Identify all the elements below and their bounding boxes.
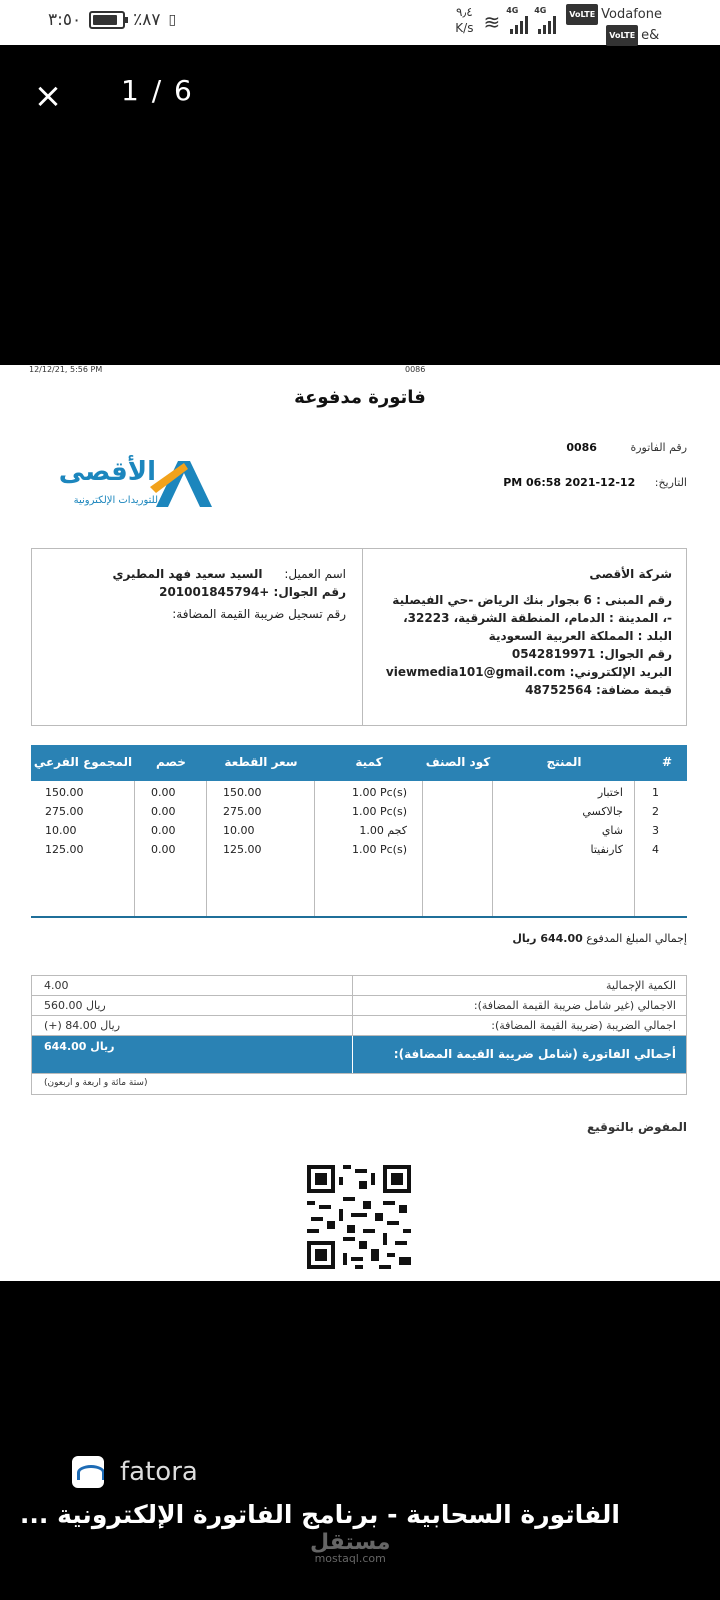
row-subtotal: 10.00 <box>45 824 77 837</box>
summary-net-value: 560.00 ريال <box>44 999 106 1012</box>
col-subtotal: المجموع الفرعي <box>33 755 133 769</box>
row-qty: 1.00 Pc(s) <box>352 786 407 799</box>
watermark <box>310 1530 390 1565</box>
row-unit-price: 275.00 <box>223 805 262 818</box>
row-discount: 0.00 <box>151 824 176 837</box>
row-subtotal: 125.00 <box>45 843 84 856</box>
col-divider <box>634 781 635 916</box>
clock: ٣:٥٠ <box>48 10 82 30</box>
seller-address-1: رقم المبنى : 6 بجوار بنك الرياض -حي الفيصلية <box>392 593 672 607</box>
buyer-info <box>46 565 346 623</box>
signal-icon-sim1 <box>506 6 528 34</box>
summary-qty-label: الكمية الإجمالية <box>606 979 676 992</box>
col-index: # <box>661 755 673 769</box>
row-index: 3 <box>652 824 659 837</box>
col-divider <box>134 781 135 916</box>
status-bar <box>0 0 720 45</box>
logo-name: الأقصى <box>58 457 156 487</box>
col-divider <box>422 781 423 916</box>
watermark-text: مستقل <box>310 1530 391 1555</box>
net-speed-unit: K/s <box>455 21 474 35</box>
seller-vat: قيمة مضافة: 48752564 <box>525 683 672 697</box>
col-divider <box>314 781 315 916</box>
page-counter: 1 / 6 <box>121 74 194 107</box>
summary-row-total <box>32 1036 686 1074</box>
buyer-vat-reg: رقم تسجيل ضريبة القيمة المضافة: <box>172 607 346 621</box>
seller-company: شركة الأقصى <box>589 567 672 581</box>
buyer-name-row <box>46 565 346 583</box>
row-subtotal: 150.00 <box>45 786 84 799</box>
row-index: 1 <box>652 786 659 799</box>
summary-tax-label: اجمالي الضريبة (ضريبة القيمة المضافة): <box>491 1019 676 1032</box>
wifi-icon: ≋ <box>483 10 501 34</box>
buyer-name: السيد سعيد فهد المطيري <box>112 567 263 581</box>
col-code: كود الصنف <box>425 755 491 769</box>
invoice-document[interactable] <box>0 365 720 1281</box>
col-unit-price: سعر القطعة <box>224 755 298 769</box>
parties-box <box>31 548 687 726</box>
col-divider <box>206 781 207 916</box>
row-index: 2 <box>652 805 659 818</box>
summary-net-label: الاجمالي (غير شامل ضريبة القيمة المضافة): <box>473 999 676 1012</box>
row-qty: 1.00 Pc(s) <box>352 805 407 818</box>
date-label: التاريخ: <box>654 476 687 489</box>
row-unit-price: 10.00 <box>223 824 255 837</box>
items-table-header <box>31 745 687 781</box>
invoice-number: 0086 <box>566 441 597 454</box>
date-value: PM 06:58 2021-12-12 <box>503 476 636 489</box>
col-divider <box>492 781 493 916</box>
net-speed-value: ٩٫٤ <box>455 5 473 19</box>
summary-row-qty <box>32 976 686 996</box>
close-icon[interactable]: × <box>33 76 63 116</box>
paid-total <box>506 932 687 945</box>
vibrate-icon: ▯ <box>168 12 177 28</box>
carrier-2: e& <box>641 28 660 43</box>
seller-address-2: -، المدينة : الدمام، المنطقة الشرقية، 32223، <box>403 611 672 625</box>
image-caption[interactable]: الفاتورة السحابية - برنامج الفاتورة الإلكترونية ... <box>19 1500 620 1529</box>
paid-total-label: إجمالي المبلغ المدفوع <box>586 932 687 945</box>
battery-percent: ٪٨٧ <box>133 10 161 30</box>
company-logo <box>40 457 220 519</box>
row-index: 4 <box>652 843 659 856</box>
battery-fill <box>93 15 117 25</box>
qr-code-icon <box>307 1165 411 1269</box>
row-product: شاي <box>601 824 623 837</box>
battery-icon <box>89 11 125 29</box>
summary-row-words <box>32 1074 686 1095</box>
seller-phone: رقم الجوال: 0542819971 <box>511 647 672 661</box>
row-discount: 0.00 <box>151 786 176 799</box>
summary-tax-value: (+) 84.00 ريال <box>44 1019 121 1032</box>
app-logo-icon <box>72 1456 104 1488</box>
net-speed <box>455 4 473 36</box>
col-discount: خصم <box>156 755 186 769</box>
paid-total-value: 644.00 ريال <box>512 932 583 945</box>
row-discount: 0.00 <box>151 843 176 856</box>
carriers <box>566 4 662 46</box>
row-subtotal: 275.00 <box>45 805 84 818</box>
printed-at: 12/12/21, 5:56 PM <box>29 365 103 374</box>
row-qty: 1.00 كجم <box>359 824 407 837</box>
source-app-name: fatora <box>120 1457 198 1487</box>
items-table <box>31 745 687 918</box>
status-right <box>455 4 662 46</box>
summary-words: (ستة مائة و اربعة و اربعون) <box>44 1078 148 1088</box>
invoice-date-row <box>503 476 687 489</box>
source-row[interactable] <box>72 1456 198 1488</box>
seller-info <box>372 565 672 699</box>
col-qty: كمية <box>355 755 383 769</box>
summary-row-tax <box>32 1016 686 1036</box>
row-qty: 1.00 Pc(s) <box>352 843 407 856</box>
row-product: جالاكسي <box>582 805 623 818</box>
doc-code: 0086 <box>405 365 426 374</box>
signal-icon-sim2 <box>534 6 556 34</box>
buyer-phone: رقم الجوال: +201001845794 <box>159 585 346 599</box>
status-left <box>48 10 176 30</box>
seller-country: البلد : المملكة العربية السعودية <box>488 629 672 643</box>
seller-email: البريد الإلكتروني: viewmedia101@gmail.com <box>385 665 672 679</box>
summary-table <box>31 975 687 1095</box>
logo-subtitle: للتوريدات الإلكترونية <box>73 495 158 506</box>
signature-label: المفوض بالتوقيع <box>586 1120 687 1134</box>
summary-row-net <box>32 996 686 1016</box>
row-product: اختبار <box>597 786 623 799</box>
row-unit-price: 125.00 <box>223 843 262 856</box>
row-discount: 0.00 <box>151 805 176 818</box>
watermark-domain: mostaql.com <box>314 1552 386 1565</box>
volte-badge: VoLTE <box>566 4 598 25</box>
sim1-network-tag: 4G <box>506 6 519 15</box>
row-unit-price: 150.00 <box>223 786 262 799</box>
volte-badge: VoLTE <box>606 25 638 46</box>
invoice-title: فاتورة مدفوعة <box>294 387 426 408</box>
logo-mark-icon <box>148 457 220 509</box>
summary-total-value: 644.00 ريال <box>44 1040 115 1053</box>
carrier-1: Vodafone <box>601 7 662 22</box>
row-product: كارنفيتا <box>590 843 623 856</box>
parties-divider <box>362 549 363 725</box>
col-product: المنتج <box>546 755 582 769</box>
buyer-name-label: اسم العميل: <box>284 567 346 581</box>
summary-qty-value: 4.00 <box>44 979 69 992</box>
summary-total-label: أجمالي الفاتورة (شامل ضريبة القيمة المضافة): <box>393 1047 676 1061</box>
invoice-number-row <box>566 441 687 454</box>
sim2-network-tag: 4G <box>534 6 547 15</box>
invoice-number-label: رقم الفاتورة <box>630 441 687 454</box>
